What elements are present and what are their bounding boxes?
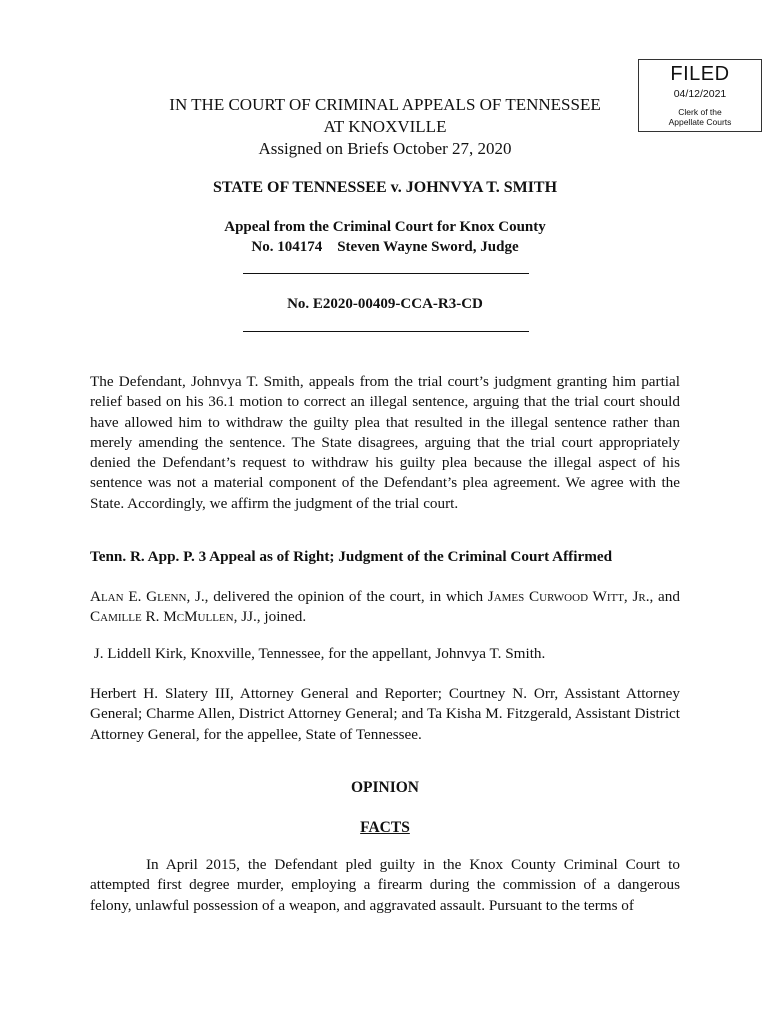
court-name-line1: IN THE COURT OF CRIMINAL APPEALS OF TENNESSEE (169, 95, 601, 114)
stamp-title: FILED (670, 63, 730, 85)
author-judge: Alan E. Glenn (90, 588, 187, 605)
divider-bottom (243, 331, 529, 332)
court-name-line2: AT KNOXVILLE (323, 117, 447, 136)
appeal-from: Appeal from the Criminal Court for Knox County (224, 219, 546, 235)
author-suffix: , J., delivered the opinion of the court, in which (186, 588, 488, 605)
facts-heading: FACTS (360, 819, 410, 836)
case-caption: STATE OF TENNESSEE v. JOHNVYA T. SMITH (212, 179, 558, 196)
stamp-clerk (639, 107, 761, 127)
filed-stamp (638, 59, 762, 132)
appellee-counsel: Herbert H. Slatery III, Attorney General and Reporter; Courtney N. Orr, Assistant Attorney General; Charme Allen, District Attorney General; and Ta Kisha M. Fitzgerald, Assistant District Attorney General, for the appellee, State of Tennessee. (90, 685, 680, 743)
appellant-counsel: J. Liddell Kirk, Knoxville, Tennessee, for the appellant, Johnvya T. Smith. (90, 645, 546, 662)
case-summary: The Defendant, Johnvya T. Smith, appeals from the trial court’s judgment granting him partial relief based on his 36.1 motion to correct an illegal sentence, arguing that the trial court should have allowed him to withdraw the guilty plea that resulted in the illegal sentence rather than merely amending the sentence. The State disagrees, arguing that the trial court appropriately denied the Defendant’s request to withdraw his guilty plea because the illegal aspect of his sentence was not a material component of the Defendant’s plea agreement. We agree with the State. Accordingly, we affirm the judgment of the trial court. (90, 373, 680, 512)
opinion-heading: OPINION (350, 779, 420, 796)
docket-number: No. E2020-00409-CCA-R3-CD (287, 296, 483, 312)
judges-and: , and (649, 588, 680, 605)
disposition-headnote: Tenn. R. App. P. 3 Appeal as of Right; Judgment of the Criminal Court Affirmed (90, 548, 613, 565)
concurring-judge-1: James Curwood Witt, Jr. (487, 588, 650, 605)
concurring-judge-2: Camille R. McMullen (90, 608, 234, 626)
assigned-date: Assigned on Briefs October 27, 2020 (258, 139, 512, 158)
stamp-date: 04/12/2021 (673, 88, 727, 100)
stamp-clerk-line2: Appellate Courts (668, 117, 732, 127)
opinion-paragraph-1: In April 2015, the Defendant pled guilty in the Knox County Criminal Court to attempted first degree murder, employing a firearm during the commission of a dangerous felony, unlawful possession of a weapon, and aggravated assault. Pursuant to the terms of (90, 856, 680, 914)
trial-case-judge: No. 104174 Steven Wayne Sword, Judge (251, 239, 519, 255)
stamp-clerk-line1: Clerk of the (678, 107, 722, 117)
judges-line (90, 587, 680, 628)
judges-tail: , JJ., joined. (233, 608, 307, 626)
divider-top (243, 273, 529, 274)
